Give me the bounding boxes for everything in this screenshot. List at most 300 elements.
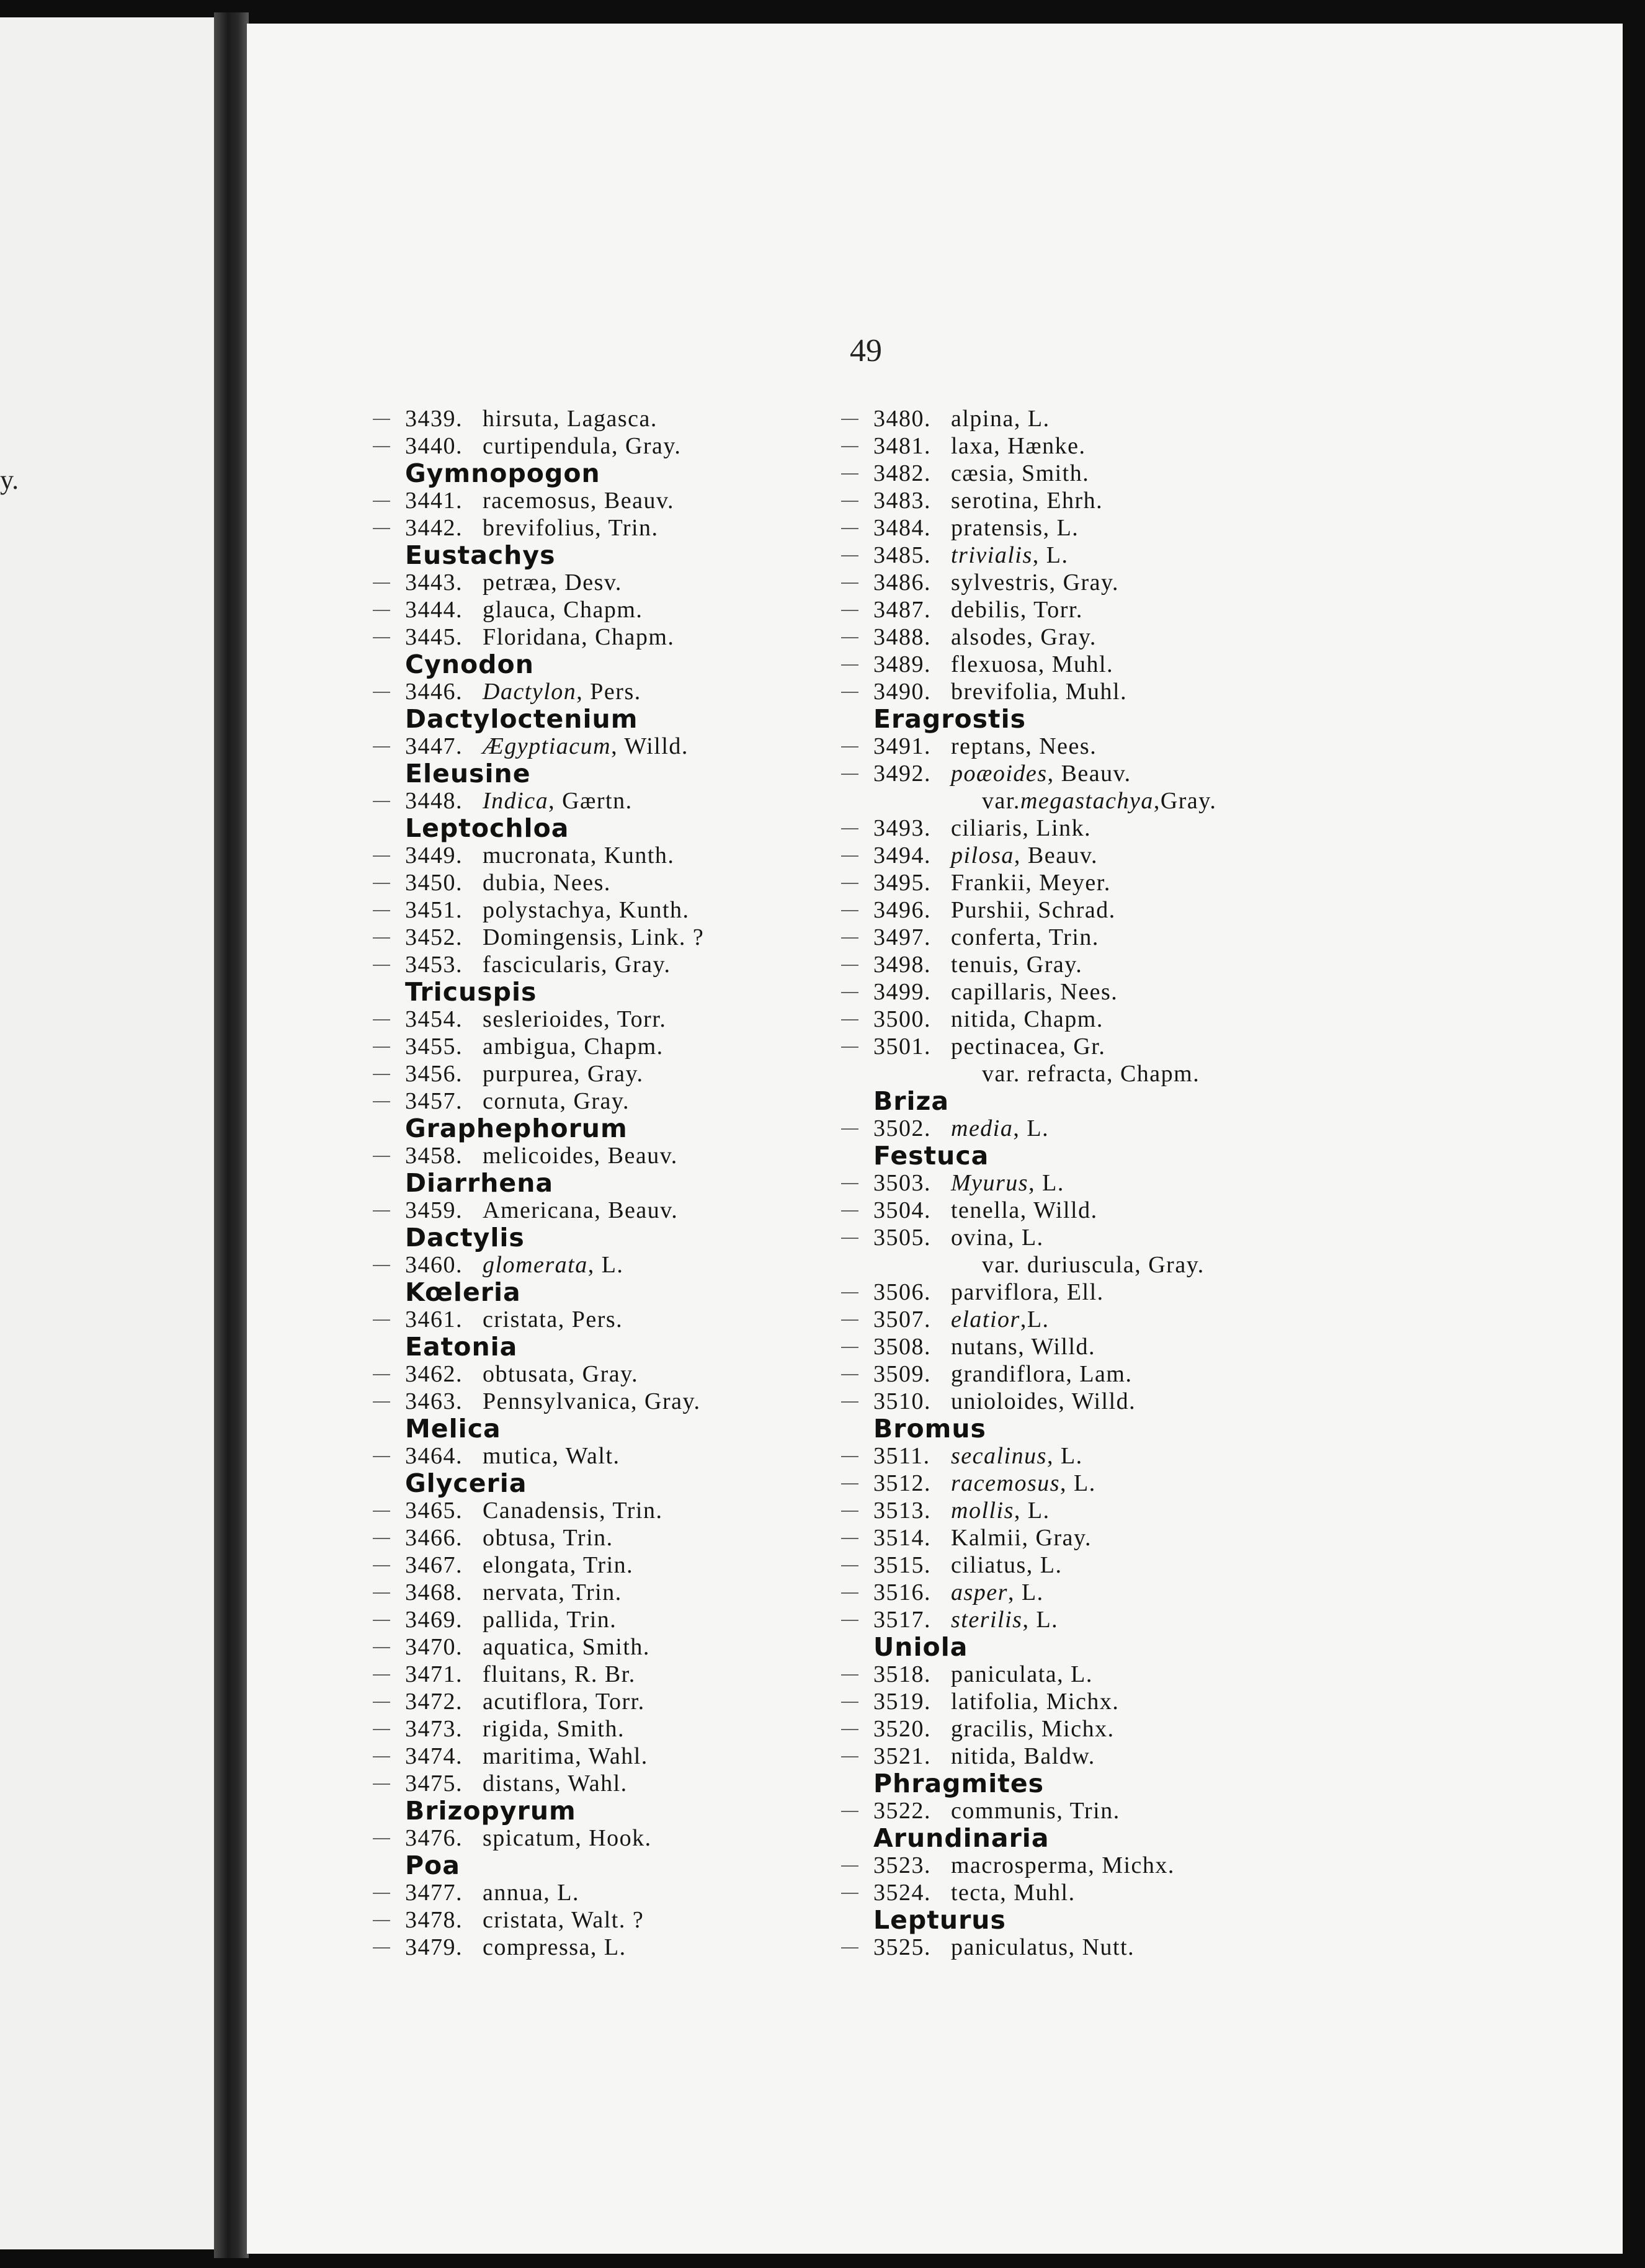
species-name: annua	[483, 1880, 544, 1906]
authority: , Beauv.	[594, 1197, 679, 1223]
entry-number: 3493.	[873, 815, 931, 841]
check-mark	[373, 1784, 390, 1785]
genus-heading: Tricuspis	[405, 977, 537, 1007]
species-name: rigida	[483, 1716, 543, 1742]
check-mark	[841, 774, 858, 775]
entry-number: 3446.	[405, 679, 463, 705]
check-mark	[841, 1347, 858, 1348]
species-name: ambigua	[483, 1034, 571, 1060]
entry-number: 3524.	[873, 1880, 931, 1906]
authority: , Gray.	[1049, 569, 1120, 596]
species-entry	[873, 1333, 1216, 1360]
species-entry	[873, 1197, 1216, 1224]
check-mark	[373, 692, 390, 693]
entry-number: 3462.	[405, 1361, 463, 1387]
authority: , L.	[1014, 406, 1050, 432]
check-mark	[841, 1128, 858, 1130]
check-mark	[373, 1729, 390, 1730]
species-name: unioloides	[951, 1388, 1059, 1414]
species-entry	[873, 487, 1216, 514]
entry-number: 3442.	[405, 515, 463, 541]
species-entry	[405, 1551, 704, 1579]
authority: , Chapm.	[570, 1034, 664, 1060]
genus-heading: Eragrostis	[873, 704, 1027, 734]
check-mark	[373, 746, 390, 748]
species-entry	[873, 1743, 1216, 1770]
authority: , L.	[1057, 1661, 1093, 1687]
entry-number: 3491.	[873, 733, 931, 759]
catalog-column-left	[405, 405, 704, 1961]
genus-heading: Phragmites	[873, 1769, 1045, 1798]
species-entry	[405, 1197, 704, 1224]
check-mark	[373, 801, 390, 802]
authority: , Trin.	[553, 1607, 617, 1633]
species-name: Myurus	[951, 1170, 1029, 1196]
species-name: flexuosa	[951, 651, 1038, 677]
species-entry	[873, 760, 1216, 787]
species-name: pratensis	[951, 515, 1043, 541]
entry-number: 3455.	[405, 1034, 463, 1060]
species-entry	[405, 596, 704, 623]
entry-number: 3490.	[873, 679, 931, 705]
authority: , Nees.	[1025, 733, 1097, 759]
check-mark	[841, 828, 858, 829]
variety-prefix: var.	[982, 1061, 1027, 1087]
entry-number: 3515.	[873, 1552, 931, 1578]
species-name: mutica	[483, 1443, 553, 1469]
species-entry	[405, 1579, 704, 1606]
authority: , Desv.	[551, 569, 622, 596]
species-entry	[873, 1852, 1216, 1879]
species-entry	[405, 514, 704, 542]
check-mark	[841, 1401, 858, 1403]
species-name: grandiflora	[951, 1361, 1066, 1387]
species-name: cristata	[483, 1306, 558, 1333]
check-mark	[373, 1592, 390, 1594]
species-name: Indica	[483, 788, 549, 814]
species-name: nitida	[951, 1743, 1010, 1769]
entry-number: 3450.	[405, 870, 463, 896]
authority: , L.	[1026, 1552, 1063, 1578]
check-mark	[373, 1947, 390, 1949]
species-name: Dactylon	[483, 679, 577, 705]
species-name: gracilis	[951, 1716, 1028, 1742]
species-entry	[405, 1606, 704, 1633]
check-mark	[373, 1265, 390, 1266]
species-name: brevifolia	[951, 679, 1052, 705]
species-name: tecta	[951, 1880, 1001, 1906]
entry-number: 3465.	[405, 1498, 463, 1524]
entry-number: 3481.	[873, 433, 931, 459]
species-name: hirsuta	[483, 406, 553, 432]
authority: , Michx.	[1027, 1716, 1115, 1742]
authority: , Gray.	[1022, 1525, 1092, 1551]
species-name: Pennsylvanica	[483, 1388, 631, 1414]
species-entry	[405, 1688, 704, 1715]
species-name: polystachya	[483, 897, 606, 923]
check-mark	[841, 419, 858, 420]
check-mark	[841, 746, 858, 748]
entry-number: 3503.	[873, 1170, 931, 1196]
species-entry	[405, 1360, 704, 1388]
authority: , Trin.	[569, 1552, 634, 1578]
species-name: pallida	[483, 1607, 553, 1633]
authority: , L.	[1007, 1579, 1044, 1605]
species-entry	[873, 596, 1216, 623]
authority: , Torr.	[1020, 597, 1083, 623]
check-mark	[841, 1947, 858, 1949]
entry-number: 3452.	[405, 924, 463, 950]
species-entry	[873, 1606, 1216, 1633]
species-name: Floridana	[483, 624, 582, 650]
authority: , Willd.	[1018, 1334, 1096, 1360]
authority: , Beauv.	[594, 1143, 678, 1169]
authority: , L.	[1013, 1115, 1050, 1141]
left-page-edge	[0, 17, 214, 2249]
authority: , Gray.	[559, 1088, 630, 1114]
species-entry	[405, 787, 704, 815]
species-entry	[873, 1115, 1216, 1142]
authority: , Wahl.	[555, 1770, 628, 1797]
entry-number: 3497.	[873, 924, 931, 950]
species-entry	[405, 1306, 704, 1333]
authority: , Kunth.	[590, 842, 675, 868]
species-entry	[873, 1224, 1216, 1251]
entry-number: 3523.	[873, 1852, 931, 1878]
entry-number: 3468.	[405, 1579, 463, 1605]
check-mark	[373, 1101, 390, 1102]
check-mark	[841, 855, 858, 857]
authority: , Torr.	[604, 1006, 667, 1032]
check-mark	[373, 1374, 390, 1375]
authority: , Lam.	[1066, 1361, 1133, 1387]
check-mark	[841, 664, 858, 666]
species-entry	[405, 1824, 704, 1852]
entry-number: 3517.	[873, 1607, 931, 1633]
species-entry	[873, 1524, 1216, 1551]
species-entry	[405, 896, 704, 924]
authority: , Trin.	[599, 1498, 663, 1524]
species-name: latifolia	[951, 1689, 1033, 1715]
species-name: elongata	[483, 1552, 570, 1578]
check-mark	[373, 1511, 390, 1512]
authority: , Lagasca.	[553, 406, 658, 432]
variety-line	[873, 1251, 1216, 1279]
species-name: media	[951, 1115, 1014, 1141]
authority: , Gray.	[1135, 1252, 1205, 1278]
entry-number: 3439.	[405, 406, 463, 432]
species-entry	[873, 1797, 1216, 1824]
species-entry	[873, 842, 1216, 869]
species-entry	[405, 842, 704, 869]
species-name: Americana	[483, 1197, 595, 1223]
entry-number: 3508.	[873, 1334, 931, 1360]
check-mark	[373, 1156, 390, 1157]
species-entry	[873, 432, 1216, 460]
authority: , Link.	[1022, 815, 1092, 841]
authority: , Willd.	[611, 733, 689, 759]
entry-number: 3473.	[405, 1716, 463, 1742]
species-entry	[405, 1060, 704, 1087]
species-name: glauca	[483, 597, 550, 623]
check-mark	[373, 1074, 390, 1075]
species-name: racemosus	[951, 1470, 1061, 1496]
check-mark	[373, 883, 390, 884]
authority: , Smith.	[568, 1634, 650, 1660]
species-entry	[405, 569, 704, 596]
entry-number: 3440.	[405, 433, 463, 459]
species-entry	[405, 869, 704, 896]
entry-number: 3449.	[405, 842, 463, 868]
species-name: Ægyptiacum	[483, 733, 612, 759]
species-name: ovina	[951, 1225, 1008, 1251]
species-name: obtusata	[483, 1361, 569, 1387]
species-entry	[873, 514, 1216, 542]
entry-number: 3502.	[873, 1115, 931, 1141]
check-mark	[373, 419, 390, 420]
entry-number: 3514.	[873, 1525, 931, 1551]
check-mark	[373, 1210, 390, 1212]
check-mark	[373, 965, 390, 966]
check-mark	[841, 1511, 858, 1512]
species-name: Canadensis	[483, 1498, 600, 1524]
species-name: pilosa	[951, 842, 1014, 868]
authority: , Nees.	[539, 870, 611, 896]
species-name: conferta	[951, 924, 1036, 950]
species-entry	[873, 1360, 1216, 1388]
authority: , L.	[1046, 1443, 1083, 1469]
species-name: paniculata	[951, 1661, 1058, 1687]
check-mark	[841, 637, 858, 638]
species-name: macrosperma	[951, 1852, 1089, 1878]
check-mark	[841, 1865, 858, 1867]
species-entry	[405, 1251, 704, 1279]
entry-number: 3453.	[405, 952, 463, 978]
species-entry	[873, 1279, 1216, 1306]
species-entry	[405, 951, 704, 978]
catalog-column-right	[873, 405, 1216, 1961]
authority: , Willd.	[1058, 1388, 1136, 1414]
species-name: mucronata	[483, 842, 591, 868]
species-name: dubia	[483, 870, 540, 896]
species-entry	[873, 733, 1216, 760]
species-entry	[873, 1442, 1216, 1470]
species-entry	[873, 1661, 1216, 1688]
check-mark	[841, 1238, 858, 1239]
species-name: racemosus	[483, 488, 591, 514]
species-name: fluitans	[483, 1661, 561, 1687]
authority: , Gr.	[1059, 1034, 1106, 1060]
genus-heading: Melica	[405, 1414, 501, 1444]
entry-number: 3501.	[873, 1034, 931, 1060]
authority: , Walt. ?	[558, 1907, 644, 1933]
species-entry	[405, 678, 704, 705]
check-mark	[373, 1893, 390, 1894]
species-name: paniculatus	[951, 1934, 1069, 1960]
entry-number: 3441.	[405, 488, 463, 514]
check-mark	[841, 910, 858, 911]
entry-number: 3479.	[405, 1934, 463, 1960]
authority: , Chapm.	[1106, 1061, 1200, 1087]
authority: , Smith.	[543, 1716, 625, 1742]
species-name: seslerioides	[483, 1006, 604, 1032]
species-entry	[405, 1633, 704, 1661]
genus-heading: Graphephorum	[405, 1114, 628, 1143]
check-mark	[373, 855, 390, 857]
species-name: ciliatus	[951, 1552, 1027, 1578]
check-mark	[373, 1838, 390, 1839]
authority: , Wahl.	[575, 1743, 648, 1769]
authority: , Pers.	[576, 679, 641, 705]
species-entry	[873, 1497, 1216, 1524]
check-mark	[841, 1538, 858, 1539]
species-name: fascicularis	[483, 952, 602, 978]
entry-number: 3511.	[873, 1443, 930, 1469]
species-name: cæsia	[951, 460, 1008, 486]
species-entry	[405, 1879, 704, 1906]
variety-line	[873, 1060, 1216, 1087]
species-entry	[873, 623, 1216, 651]
genus-heading: Glyceria	[405, 1468, 527, 1498]
entry-number: 3454.	[405, 1006, 463, 1032]
genus-heading: Diarrhena	[405, 1168, 554, 1198]
species-name: purpurea	[483, 1061, 574, 1087]
species-name: poæoides	[951, 761, 1048, 787]
entry-number: 3519.	[873, 1689, 931, 1715]
check-mark	[841, 1319, 858, 1321]
species-name: communis	[951, 1798, 1057, 1824]
genus-heading: Arundinaria	[873, 1823, 1050, 1853]
authority: , Gray.	[1012, 952, 1083, 978]
check-mark	[373, 1047, 390, 1048]
variety-name: megastachya	[1020, 788, 1154, 814]
species-entry	[873, 405, 1216, 432]
check-mark	[841, 528, 858, 529]
authority: , Muhl.	[1038, 651, 1114, 677]
species-entry	[405, 924, 704, 951]
authority: , Gray.	[601, 952, 671, 978]
entry-number: 3494.	[873, 842, 931, 868]
genus-heading: Gymnopogon	[405, 458, 600, 488]
authority: , Meyer.	[1025, 870, 1111, 896]
genus-heading: Cynodon	[405, 650, 534, 679]
authority: , Pers.	[558, 1306, 623, 1333]
authority: , L.	[1022, 1607, 1059, 1633]
entry-number: 3464.	[405, 1443, 463, 1469]
species-name: glomerata	[483, 1252, 588, 1278]
authority: , Torr.	[582, 1689, 645, 1715]
authority: , L.	[1028, 1170, 1064, 1196]
species-name: asper	[951, 1579, 1008, 1605]
authority: , L.	[1007, 1225, 1044, 1251]
check-mark	[841, 1456, 858, 1457]
authority: , Nees.	[1046, 979, 1118, 1005]
check-mark	[841, 1620, 858, 1621]
authority: , Trin.	[1035, 924, 1099, 950]
check-mark	[373, 1019, 390, 1020]
authority: , Trin.	[558, 1579, 622, 1605]
check-mark	[373, 1920, 390, 1921]
check-mark	[373, 1565, 390, 1566]
species-entry	[405, 1906, 704, 1934]
entry-number: 3522.	[873, 1798, 931, 1824]
species-entry	[873, 1879, 1216, 1906]
authority: , Beauv.	[1047, 761, 1131, 787]
check-mark	[841, 1565, 858, 1566]
species-name: cornuta	[483, 1088, 560, 1114]
entry-number: 3496.	[873, 897, 931, 923]
check-mark	[841, 1674, 858, 1676]
entry-number: 3506.	[873, 1279, 931, 1305]
entry-number: 3507.	[873, 1306, 931, 1333]
entry-number: 3516.	[873, 1579, 931, 1605]
check-mark	[373, 501, 390, 502]
check-mark	[373, 1319, 390, 1321]
genus-heading: Bromus	[873, 1414, 986, 1444]
entry-number: 3444.	[405, 597, 463, 623]
entry-number: 3478.	[405, 1907, 463, 1933]
entry-number: 3472.	[405, 1689, 463, 1715]
species-entry	[405, 1715, 704, 1743]
entry-number: 3482.	[873, 460, 931, 486]
authority: , Muhl.	[1000, 1880, 1076, 1906]
species-name: distans	[483, 1770, 555, 1797]
authority: , Gray.	[1027, 624, 1097, 650]
check-mark	[841, 501, 858, 502]
species-entry	[873, 951, 1216, 978]
entry-number: 3518.	[873, 1661, 931, 1687]
species-entry	[873, 542, 1216, 569]
genus-heading: Dactyloctenium	[405, 704, 638, 734]
species-entry	[873, 651, 1216, 678]
entry-number: 3525.	[873, 1934, 931, 1960]
entry-number: 3457.	[405, 1088, 463, 1114]
check-mark	[841, 965, 858, 966]
entry-number: 3510.	[873, 1388, 931, 1414]
check-mark	[841, 1483, 858, 1484]
check-mark	[373, 937, 390, 939]
species-entry	[405, 487, 704, 514]
species-entry	[405, 733, 704, 760]
entry-number: 3461.	[405, 1306, 463, 1333]
entry-number: 3474.	[405, 1743, 463, 1769]
variety-prefix: var.	[982, 788, 1020, 814]
species-name: melicoides	[483, 1143, 594, 1169]
species-entry	[873, 1688, 1216, 1715]
genus-heading: Eleusine	[405, 759, 531, 788]
book-gutter	[214, 12, 249, 2258]
entry-number: 3495.	[873, 870, 931, 896]
check-mark	[841, 555, 858, 556]
entry-number: 3483.	[873, 488, 931, 514]
check-mark	[841, 610, 858, 611]
authority: , Ell.	[1053, 1279, 1104, 1305]
authority: , Gray.	[568, 1361, 639, 1387]
authority: , L.	[1032, 542, 1069, 568]
genus-heading: Eustachys	[405, 540, 556, 570]
entry-number: 3520.	[873, 1716, 931, 1742]
check-mark	[373, 528, 390, 529]
authority: , Muhl.	[1051, 679, 1128, 705]
entry-number: 3451.	[405, 897, 463, 923]
entry-number: 3459.	[405, 1197, 463, 1223]
variety-prefix: var.	[982, 1252, 1027, 1278]
check-mark	[841, 583, 858, 584]
check-mark	[373, 1702, 390, 1703]
catalog-page	[247, 24, 1623, 2254]
species-entry	[873, 1551, 1216, 1579]
authority: , Chapm.	[550, 597, 643, 623]
